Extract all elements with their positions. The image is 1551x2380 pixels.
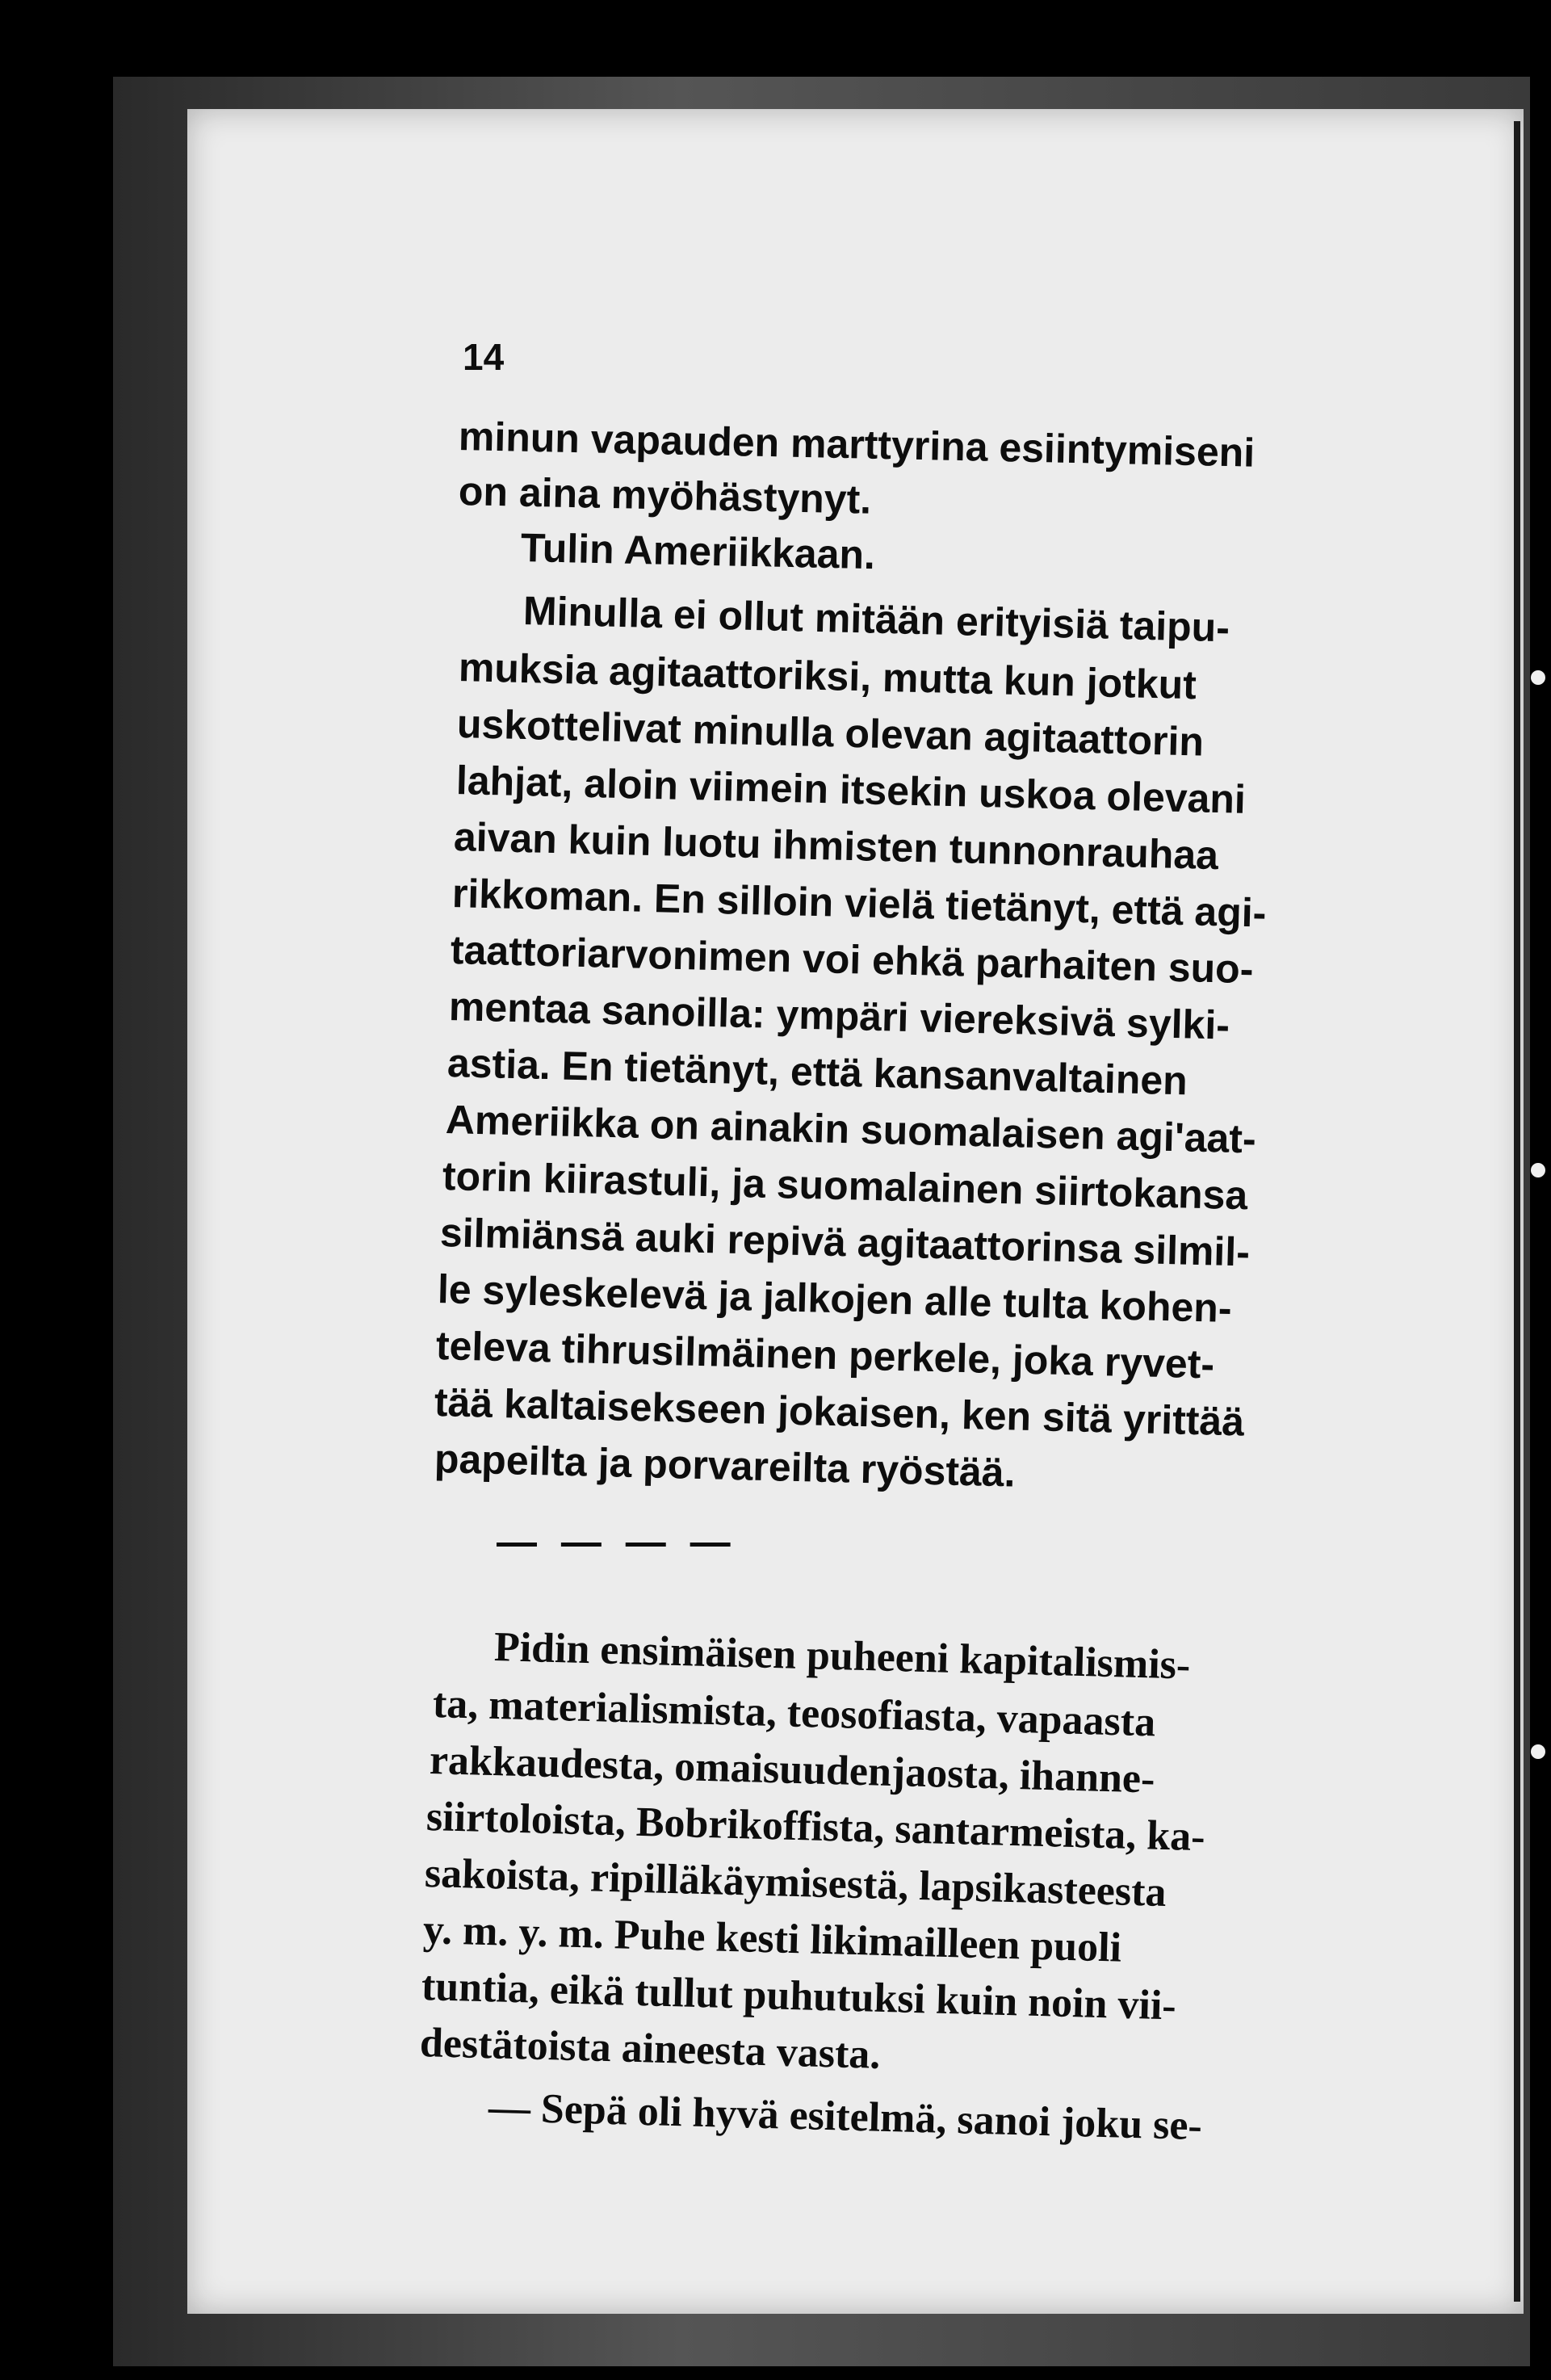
text-line: siirtoloista, Bobrikoffista, santarmeista, ka- [425, 1794, 1206, 1861]
page-number: 14 [463, 336, 505, 378]
text-line: Ameriikka on ainakin suomalaisen agi'aat- [445, 1097, 1257, 1162]
text-line: minun vapauden marttyrina esiintymiseni [458, 413, 1255, 476]
text-line: televa tihrusilmäinen perkele, joka ryvet- [435, 1323, 1215, 1387]
text-line: sakoista, ripilläkäymisestä, lapsikasteesta [424, 1850, 1167, 1916]
binding-mark [1531, 670, 1545, 685]
text-line: papeilta ja porvareilta ryöstää. [434, 1436, 1017, 1496]
text-line: — Sepä oli hyvä esitelmä, sanoi joku se- [488, 2084, 1203, 2150]
text-line: Minulla ei ollut mitään erityisiä taipu- [522, 588, 1230, 651]
text-line: Tulin Ameriikkaan. [520, 525, 876, 578]
binding-mark [1531, 1744, 1545, 1759]
binding-mark [1531, 1163, 1545, 1177]
text-line: le syleskelevä ja jalkojen alle tulta kohen- [437, 1266, 1233, 1332]
section-separator: — — — — [497, 1519, 737, 1564]
text-line: destätoista aineesta vasta. [419, 2020, 882, 2078]
text-line: mentaa sanoilla: ympäri viereksivä sylki- [448, 984, 1230, 1048]
text-line: tää kaltaisekseen jokaisen, ken sitä yrittää [434, 1379, 1245, 1445]
text-line: silmiänsä auki repivä agitaattorinsa silmil- [439, 1210, 1251, 1275]
text-line: lahjat, aloin viimein itsekin uskoa olevani [455, 758, 1247, 822]
text-line: aivan kuin luotu ihmisten tunnonrauhaa [453, 814, 1219, 879]
text-line: rikkoman. En silloin vielä tietänyt, että agi- [451, 871, 1268, 936]
text-line: y. m. y. m. Puhe kesti likimailleen puoli [422, 1907, 1122, 1971]
text-line: taattoriarvonimen voi ehkä parhaiten suo- [450, 927, 1255, 993]
text-line: tuntia, eikä tullut puhutuksi kuin noin vii- [421, 1963, 1177, 2030]
text-line: ta, materialismista, teosofiasta, vapaasta [432, 1681, 1156, 1746]
text-line: uskottelivat minulla olevan agitaattorin [456, 701, 1205, 765]
text-line: astia. En tietänyt, että kansanvaltainen [446, 1040, 1188, 1104]
text-line: rakkaudesta, omaisuudenjaosta, ihanne- [429, 1737, 1156, 1803]
text-line: muksia agitaattoriksi, mutta kun jotkut [458, 644, 1197, 708]
text-line: on aina myöhästynyt. [458, 468, 872, 523]
text-line: torin kiirastuli, ja suomalainen siirtokansa [442, 1153, 1248, 1219]
page-right-edge [1514, 121, 1520, 2302]
text-line: Pidin ensimäisen puheeni kapitalismis- [493, 1624, 1191, 1689]
